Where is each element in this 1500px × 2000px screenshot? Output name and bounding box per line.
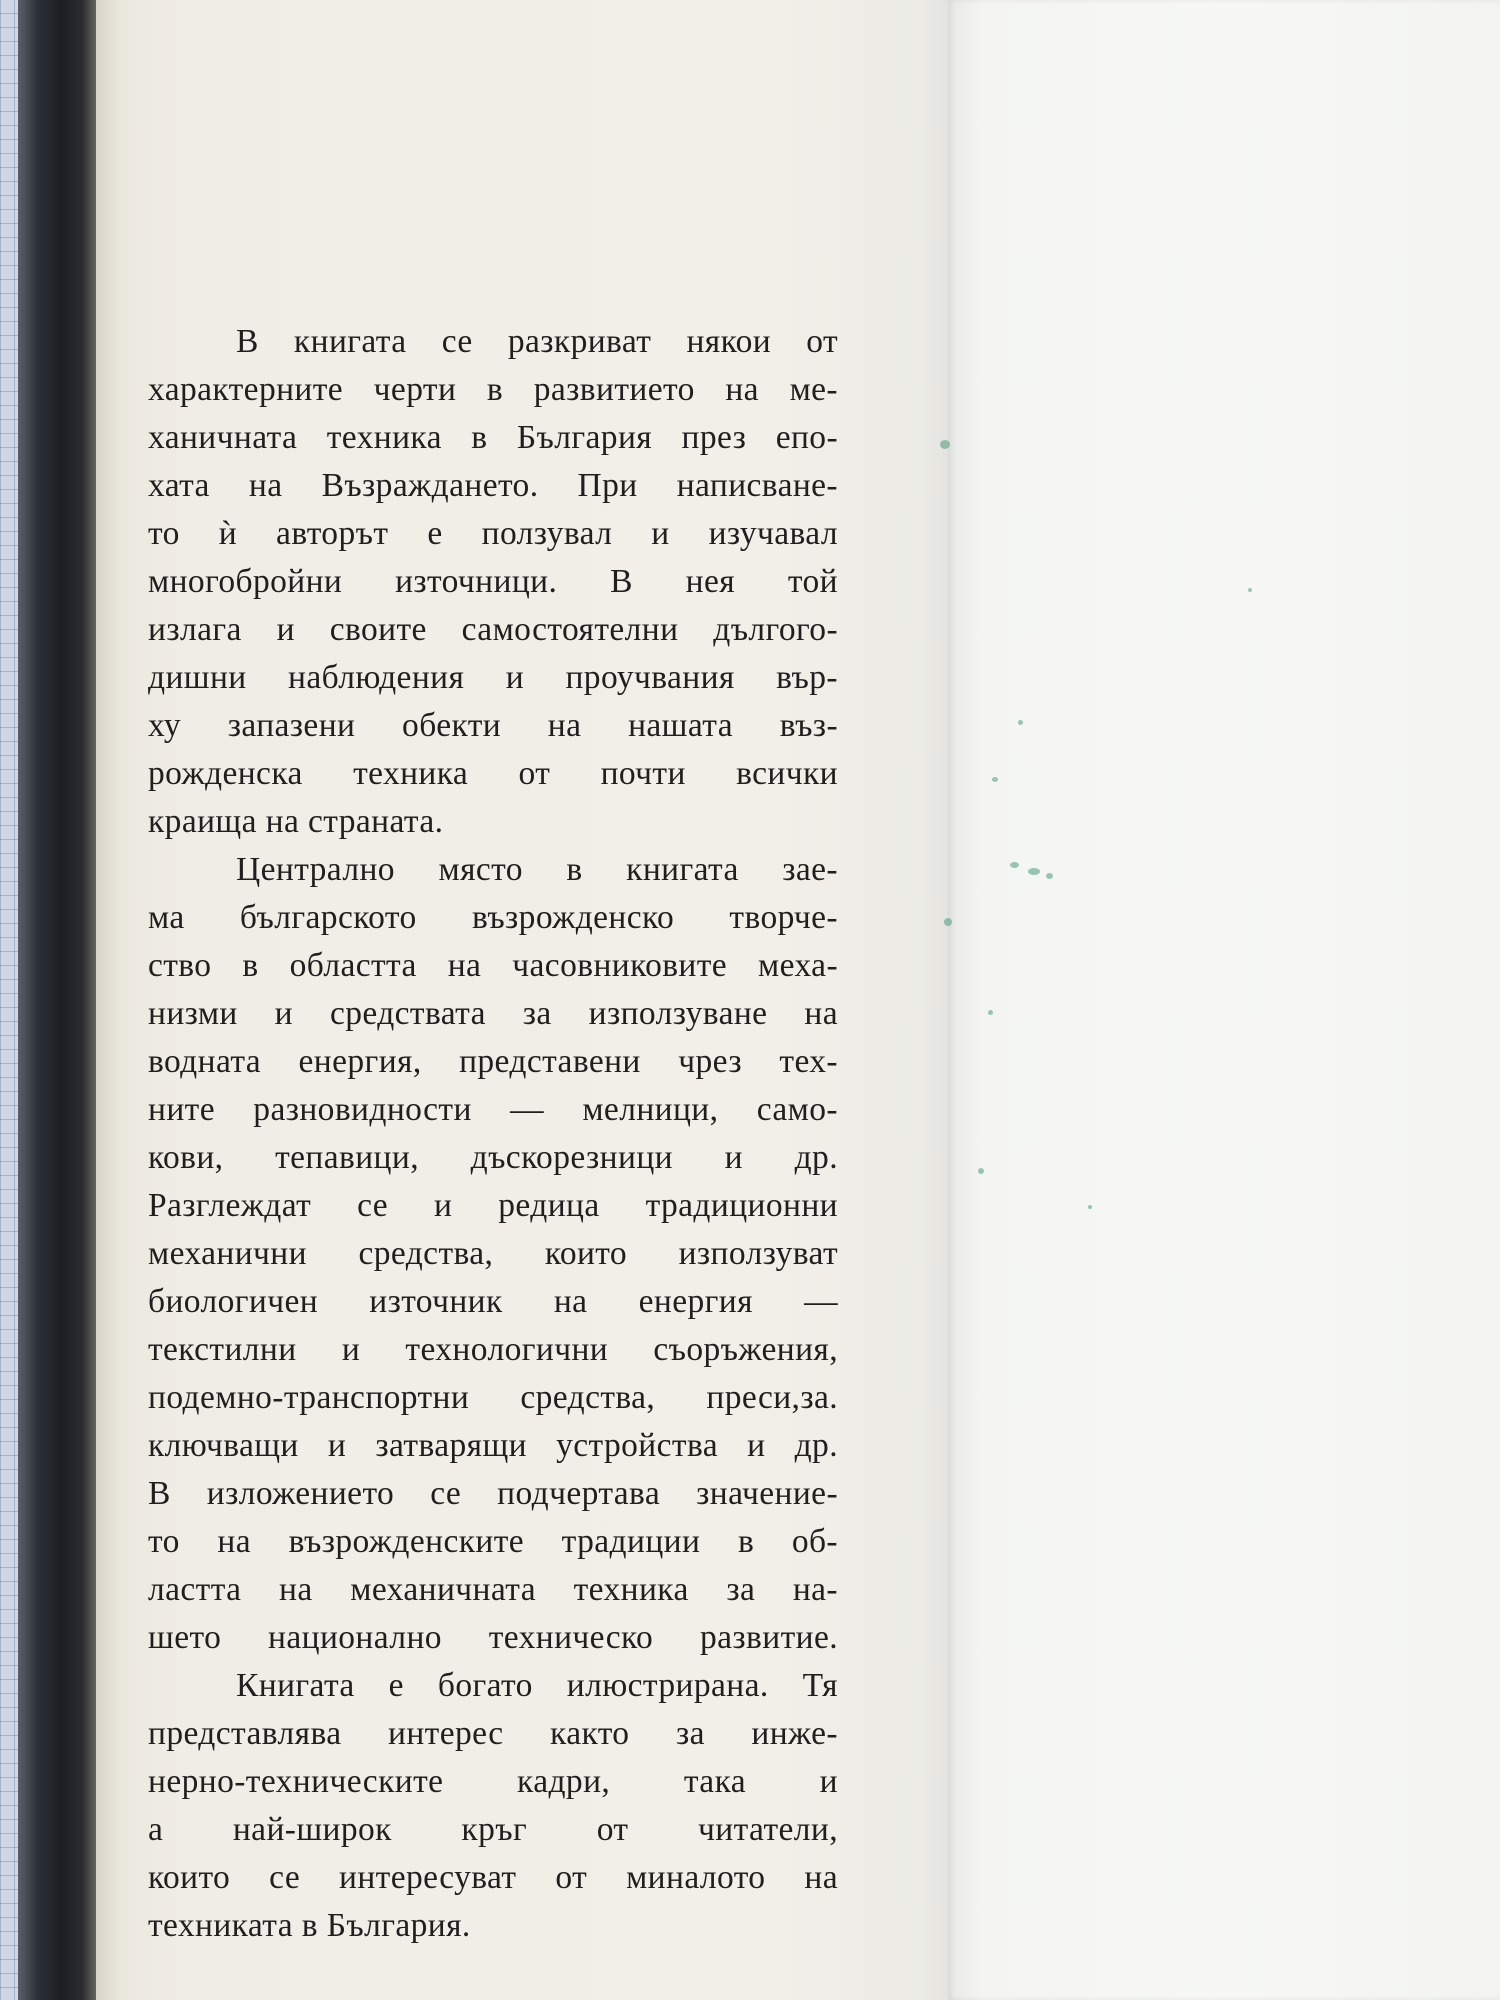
- ink-speck: [988, 1010, 993, 1015]
- paragraph-2: [148, 846, 838, 1662]
- text-line: ма българското възрожденско творче-: [148, 899, 838, 936]
- ink-speck: [1018, 720, 1023, 725]
- text-line: текстилни и технологични съоръжения,: [148, 1331, 838, 1368]
- ink-speck: [1248, 588, 1252, 592]
- text-line: водната енергия, представени чрез тех-: [148, 1043, 838, 1080]
- text-line: кови, тепавици, дъскорезници и др.: [148, 1139, 838, 1176]
- ink-speck: [1088, 1205, 1092, 1209]
- text-line: а най-широк кръг от читатели,: [148, 1811, 838, 1848]
- text-line: излага и своите самостоятелни дългого-: [148, 611, 838, 648]
- text-line: ство в областта на часовниковите меха-: [148, 947, 838, 984]
- paragraph-1: [148, 318, 838, 846]
- text-line: хата на Възраждането. При написване-: [148, 467, 838, 504]
- text-line: В книгата се разкриват някои от: [236, 323, 838, 360]
- text-line: ключващи и затварящи устройства и др.: [148, 1427, 838, 1464]
- book-blurb: [148, 318, 838, 1950]
- text-line: подемно-транспортни средства, преси,за.: [148, 1379, 838, 1416]
- right-page: [948, 0, 1500, 2000]
- text-line: то на възрожденските традиции в об-: [148, 1523, 838, 1560]
- text-line: ханичната техника в България през епо-: [148, 419, 838, 456]
- text-line: Разглеждат се и редица традиционни: [148, 1187, 838, 1224]
- text-line: краища на страната.: [148, 803, 444, 840]
- ink-speck: [978, 1168, 984, 1174]
- text-line: низми и средствата за използуване на: [148, 995, 838, 1032]
- ink-speck: [1010, 862, 1019, 868]
- text-line: ните разновидности — мелници, само-: [148, 1091, 838, 1128]
- book-spine: [18, 0, 98, 2000]
- paragraph-3: [148, 1662, 838, 1950]
- text-line: шето национално техническо развитие.: [148, 1619, 838, 1656]
- text-line: нерно-техническите кадри, така и: [148, 1763, 838, 1800]
- text-line: В изложението се подчертава значение-: [148, 1475, 838, 1512]
- text-line: ластта на механичната техника за на-: [148, 1571, 838, 1608]
- text-line: ху запазени обекти на нашата въз-: [148, 707, 838, 744]
- ink-speck: [992, 777, 998, 782]
- text-line: Книгата е богато илюстрирана. Тя: [236, 1667, 838, 1704]
- ink-speck: [940, 440, 950, 449]
- ink-speck: [944, 918, 952, 926]
- text-line: биологичен източник на енергия —: [148, 1283, 838, 1320]
- text-line: които се интересуват от миналото на: [148, 1859, 838, 1896]
- text-line: многобройни източници. В нея той: [148, 563, 838, 600]
- text-line: дишни наблюдения и проучвания вър-: [148, 659, 838, 696]
- ink-speck: [1046, 873, 1053, 879]
- ink-speck: [1028, 868, 1040, 875]
- text-line: Централно място в книгата зае-: [236, 851, 838, 888]
- text-line: техниката в България.: [148, 1907, 471, 1944]
- text-line: то ѝ авторът е ползувал и изучавал: [148, 515, 838, 552]
- text-line: представлява интерес както за инже-: [148, 1715, 838, 1752]
- text-line: механични средства, които използуват: [148, 1235, 838, 1272]
- text-line: рожденска техника от почти всички: [148, 755, 838, 792]
- text-line: характерните черти в развитието на ме-: [148, 371, 838, 408]
